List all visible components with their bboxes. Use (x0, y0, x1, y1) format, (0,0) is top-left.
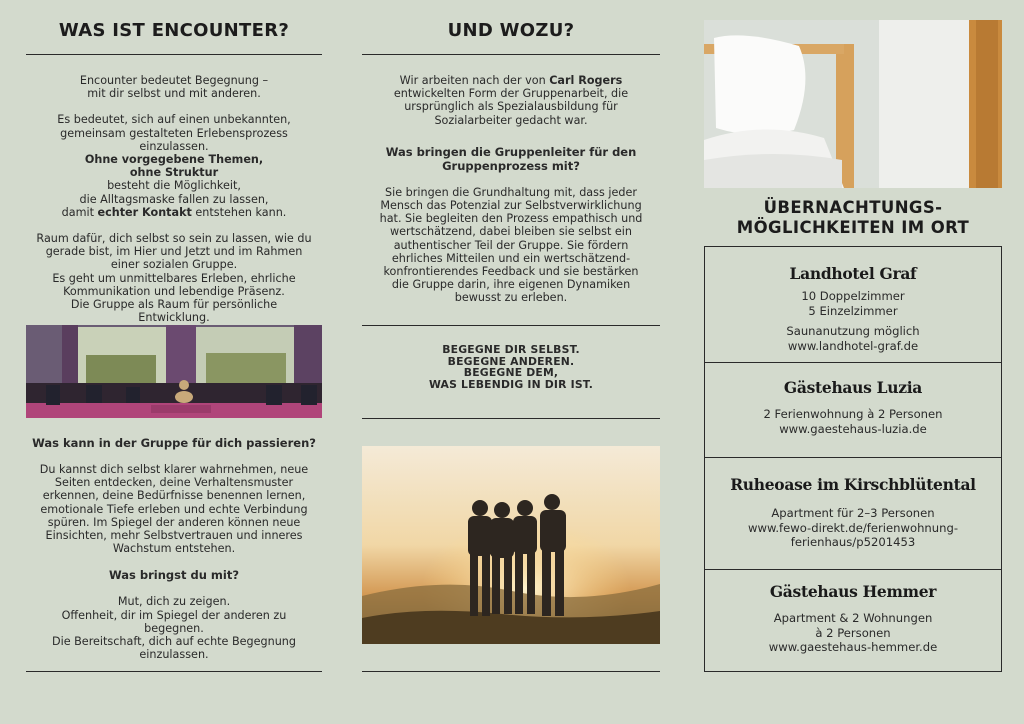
text-line: entwickelten Form der Gruppenarbeit, die (393, 87, 629, 101)
accommodation-detail: Apartment & 2 Wohnungen (773, 611, 933, 625)
text-line: Mensch das Potenzial zur Selbstverwirklichung (380, 199, 642, 213)
text-line: ehrliches Mitteilen und ein wertschätzend- (391, 251, 631, 265)
text-line: einzulassen. (139, 648, 209, 662)
accommodation-detail: 5 Einzelzimmer (808, 303, 898, 318)
text-line: die Gruppe darin, ihre eigenen Dynamiken (391, 278, 631, 292)
accommodation-gaestehaus-hemmer (705, 569, 1001, 671)
text-line: Sie bringen die Grundhaltung mit, dass jeder (385, 185, 637, 199)
bed-image (704, 20, 1002, 188)
accommodation-website: www.fewo-direkt.de/ferienwohnung- (747, 520, 959, 535)
title-line: MÖGLICHKEITEN IM ORT (736, 218, 970, 237)
accommodation-ruheoase (705, 457, 1001, 569)
motto-line: BEGEGNE ANDEREN. (447, 354, 575, 368)
column-uebernachtung (704, 0, 1002, 724)
accommodation-detail: 10 Doppelzimmer (801, 289, 905, 303)
accommodation-name: Landhotel Graf (789, 264, 917, 283)
motto-line: WAS LEBENDIG IN DIR IST. (428, 377, 594, 391)
meditation-room-image (26, 325, 322, 418)
text-line: Was bringen die Gruppenleiter für den (385, 144, 637, 159)
text-line: Es geht um unmittelbares Erleben, ehrliche (52, 271, 296, 285)
text-line: Es bedeutet, sich auf einen unbekannten, (57, 113, 291, 127)
text-line: Kommunikation und lebendige Präsenz. (63, 284, 285, 298)
text-line: Einsichten, mehr Selbstvertrauen und inneres (45, 529, 303, 543)
column-und-wozu (362, 0, 660, 724)
divider (362, 671, 660, 672)
accommodation-detail: Saunanutzung möglich (786, 324, 920, 338)
text-line: Mut, dich zu zeigen. (117, 595, 231, 609)
question-heading: Was kann in der Gruppe für dich passieren? (32, 436, 316, 450)
text-line: entstehen kann. (191, 205, 287, 219)
sunset-group-image (362, 446, 660, 644)
text-line: Entwicklung. (138, 311, 210, 325)
motto-line: BEGEGNE DEM, (463, 366, 559, 379)
text-line: besteht die Möglichkeit, (107, 179, 241, 193)
text-line: Gruppenprozess mit? (442, 158, 580, 173)
bold-line: ohne Struktur (129, 166, 219, 180)
text-line: konfrontierendes Feedback und sie bestärken (383, 265, 639, 279)
question-heading (362, 145, 660, 173)
motto-block (362, 344, 660, 390)
divider (362, 54, 660, 55)
meditation-room-photo (26, 325, 322, 418)
bold-phrase: Carl Rogers (549, 74, 623, 87)
divider (362, 418, 660, 419)
text-line: Seiten entdecken, deine Verhaltensmuster (54, 476, 294, 490)
text-line: authentischer Teil der Gruppe. Sie fördern (393, 238, 629, 252)
text-line: Sozialarbeiter gedacht war. (434, 113, 588, 127)
text-line: Die Gruppe als Raum für persönliche (70, 298, 278, 312)
accommodation-detail: Apartment für 2–3 Personen (771, 506, 935, 520)
column-was-ist-encounter (26, 0, 322, 724)
text-line: Du kannst dich selbst klarer wahrnehmen, neue (39, 463, 309, 476)
accommodation-detail: 2 Ferienwohnung à 2 Personen (763, 407, 943, 421)
bold-phrase: echter Kontakt (97, 205, 192, 219)
text-line: Raum dafür, dich selbst so sein zu lassen, wie du (36, 232, 312, 246)
accommodation-website: www.landhotel-graf.de (787, 338, 919, 353)
accommodation-detail: à 2 Personen (815, 625, 891, 640)
accommodation-website: www.gaestehaus-luzia.de (779, 421, 927, 436)
text-line: ursprünglich als Spezialausbildung für (404, 100, 618, 114)
text-line: Encounter bedeutet Begegnung – (79, 74, 269, 87)
rogers-text (362, 74, 660, 318)
accommodation-website: www.gaestehaus-hemmer.de (768, 640, 938, 654)
text-line: spüren. Im Spiegel der anderen können neue (47, 515, 301, 529)
bed-photo (704, 20, 1002, 188)
text-line: hat. Sie begleiten den Prozess empathisch und (379, 212, 643, 226)
accommodation-name: Gästehaus Luzia (783, 378, 923, 397)
sunset-group-photo (362, 446, 660, 644)
text-line: Wachstum entstehen. (112, 542, 236, 556)
text-line: erkennen, deine Bedürfnisse benennen lernen, (42, 489, 306, 503)
text-line: Die Bereitschaft, dich auf echte Begegnung (51, 635, 297, 649)
text-line: gemeinsam gestalteten Erlebensprozess (60, 126, 288, 140)
text-line: damit (61, 205, 98, 219)
text-line: mit dir selbst und mit anderen. (87, 87, 261, 101)
text-line: die Alltagsmaske fallen zu lassen, (79, 192, 269, 206)
heading-was-ist-encounter: WAS IST ENCOUNTER? (58, 20, 290, 41)
accommodation-name: Gästehaus Hemmer (769, 582, 937, 601)
intro-text (26, 74, 322, 337)
divider (26, 671, 322, 672)
question-heading: Was bringst du mit? (108, 568, 239, 583)
accommodation-website: ferienhaus/p5201453 (790, 535, 916, 549)
gruppe-text (26, 436, 322, 674)
bold-line: Ohne vorgegebene Themen, (84, 153, 264, 167)
title-line: ÜBERNACHTUNGS- (763, 198, 943, 217)
text-line: begegnen. (144, 621, 204, 635)
text-line: bewusst zu erleben. (454, 291, 568, 305)
divider (362, 325, 660, 326)
text-line: emotionale Tiefe erleben und echte Verbindung (40, 502, 308, 516)
text-line: Offenheit, dir im Spiegel der anderen zu (61, 608, 287, 622)
heading-und-wozu: UND WOZU? (447, 20, 575, 41)
text-line: einer sozialen Gruppe. (110, 258, 238, 272)
text-line: gerade bist, im Hier und Jetzt und im Rahmen (45, 245, 303, 259)
accommodation-gaestehaus-luzia (705, 362, 1001, 457)
heading-uebernachtungsmoeglichkeiten (704, 198, 1002, 238)
text-line: wertschätzend, dabei bleiben sie selbst ein (390, 225, 632, 239)
divider (26, 54, 322, 55)
motto-line: BEGEGNE DIR SELBST. (442, 343, 580, 356)
accommodation-list (704, 246, 1002, 672)
accommodation-name: Ruheoase im Kirschblütental (730, 475, 976, 494)
accommodation-landhotel-graf (705, 247, 1001, 362)
text-line: einzulassen. (139, 139, 209, 153)
text-line: Wir arbeiten nach der von (399, 74, 550, 87)
